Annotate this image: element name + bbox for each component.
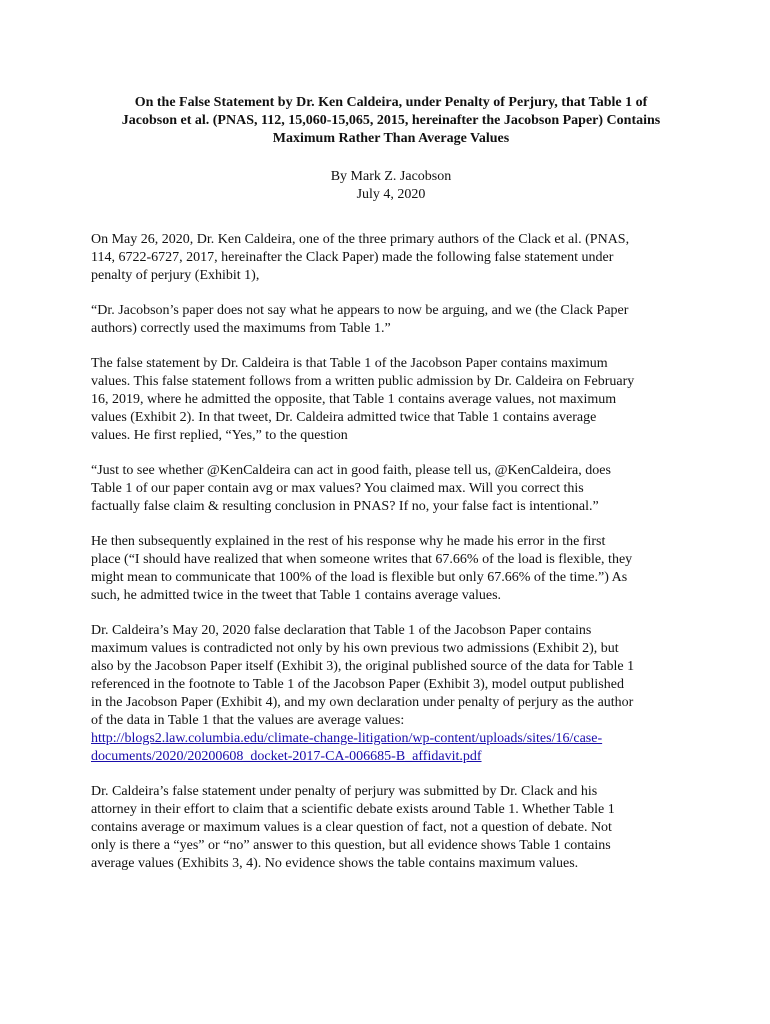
text-line: also by the Jacobson Paper itself (Exhibit 3), the original published source of the data for Table 1 [91, 659, 635, 674]
title-line: Jacobson et al. (PNAS, 112, 15,060-15,065, 2015, hereinafter the Jacobson Paper) Contains [121, 113, 661, 128]
paragraph-intro [91, 231, 691, 285]
text-line: authors) correctly used the maximums from Table 1.” [91, 321, 391, 336]
text-line: such, he admitted twice in the tweet that Table 1 contains average values. [91, 588, 502, 603]
text-line: maximum values is contradicted not only by his own previous two admissions (Exhibit 2), but [91, 641, 619, 656]
affidavit-link[interactable] [91, 730, 691, 766]
text-line: only is there a “yes” or “no” answer to this question, but all evidence shows Table 1 contains [91, 838, 611, 853]
document-page [91, 94, 691, 873]
paragraph-explanation [91, 533, 691, 605]
date: July 4, 2020 [356, 187, 426, 202]
text-line: 114, 6722-6727, 2017, hereinafter the Clack Paper) made the following false statement under [91, 250, 614, 265]
byline [91, 168, 691, 204]
text-line: average values (Exhibits 3, 4). No evidence shows the table contains maximum values. [91, 856, 579, 871]
text-line: might mean to communicate that 100% of the load is flexible but only 67.66% of the time.”) As [91, 570, 628, 585]
text-line: place (“I should have realized that when someone writes that 67.66% of the load is flexible, they [91, 552, 633, 567]
text-line: values. This false statement follows from a written public admission by Dr. Caldeira on February [91, 374, 635, 389]
paragraph-false-statement [91, 355, 691, 445]
title-line: Maximum Rather Than Average Values [272, 131, 510, 146]
text-line: contains average or maximum values is a clear question of fact, not a question of debate. Not [91, 820, 612, 835]
text-line: penalty of perjury (Exhibit 1), [91, 268, 260, 283]
text-line: of the data in Table 1 that the values are average values: [91, 713, 405, 728]
title-line: On the False Statement by Dr. Ken Caldeira, under Penalty of Perjury, that Table 1 of [134, 95, 648, 110]
document-title [91, 94, 691, 148]
text-line: “Dr. Jacobson’s paper does not say what he appears to now be arguing, and we (the Clack Paper [91, 303, 629, 318]
text-line: He then subsequently explained in the rest of his response why he made his error in the first [91, 534, 606, 549]
text-line: attorney in their effort to claim that a scientific debate exists around Table 1. Whether Table 1 [91, 802, 615, 817]
text-line: Dr. Caldeira’s May 20, 2020 false declaration that Table 1 of the Jacobson Paper contains [91, 623, 592, 638]
quote-caldeira [91, 302, 691, 338]
paragraph-conclusion [91, 783, 691, 873]
text-line: values (Exhibit 2). In that tweet, Dr. Caldeira admitted twice that Table 1 contains average [91, 410, 597, 425]
text-line: The false statement by Dr. Caldeira is that Table 1 of the Jacobson Paper contains maximum [91, 356, 608, 371]
text-line: 16, 2019, where he admitted the opposite, that Table 1 contains average values, not maximum [91, 392, 617, 407]
text-line: referenced in the footnote to Table 1 of the Jacobson Paper (Exhibit 3), model output published [91, 677, 624, 692]
text-line: “Just to see whether @KenCaldeira can act in good faith, please tell us, @KenCaldeira, does [91, 463, 611, 478]
quote-tweet-question [91, 462, 691, 516]
text-line: values. He first replied, “Yes,” to the question [91, 428, 348, 443]
text-line: Dr. Caldeira’s false statement under penalty of perjury was submitted by Dr. Clack and his [91, 784, 598, 799]
link-line[interactable]: documents/2020/20200608_docket-2017-CA-006685-B_affidavit.pdf [91, 749, 482, 764]
text-line: in the Jacobson Paper (Exhibit 4), and my own declaration under penalty of perjury as the author [91, 695, 634, 710]
text-line: Table 1 of our paper contain avg or max values? You claimed max. Will you correct this [91, 481, 584, 496]
text-line: factually false claim & resulting conclusion in PNAS? If no, your false fact is intentional.” [91, 499, 599, 514]
text-line: On May 26, 2020, Dr. Ken Caldeira, one of the three primary authors of the Clack et al. (PNAS, [91, 232, 630, 247]
paragraph-contradiction [91, 622, 691, 730]
link-line[interactable]: http://blogs2.law.columbia.edu/climate-change-litigation/wp-content/uploads/sites/16/case- [91, 731, 603, 746]
author: By Mark Z. Jacobson [330, 169, 452, 184]
